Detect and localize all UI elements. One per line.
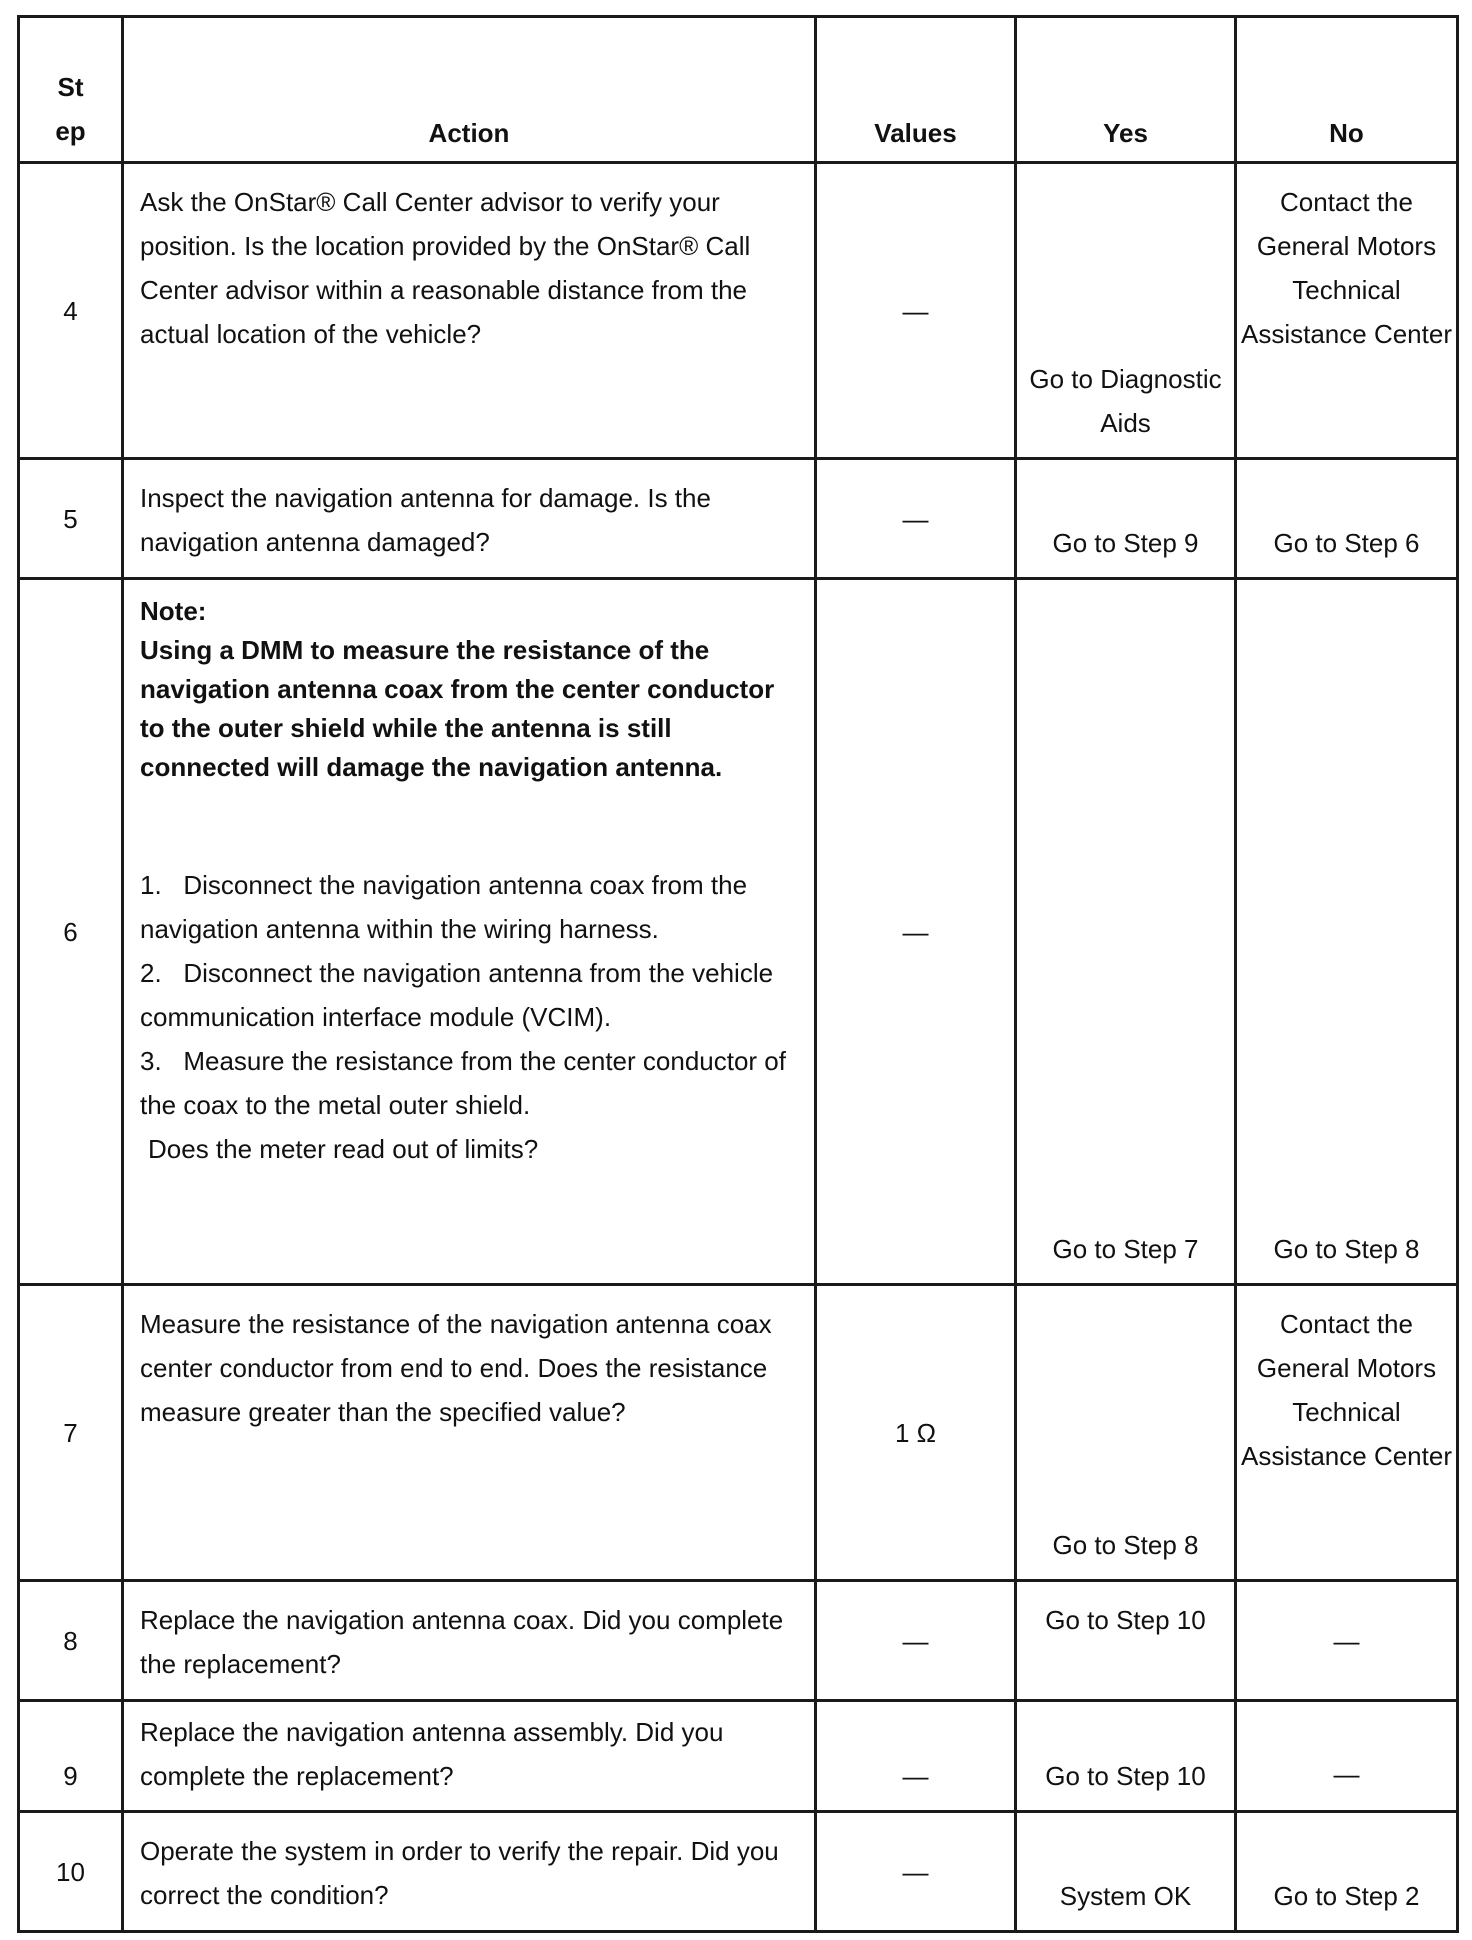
no-cell: — bbox=[1236, 1701, 1458, 1812]
header-yes: Yes bbox=[1016, 17, 1236, 163]
values-cell: — bbox=[816, 1812, 1016, 1932]
no-cell: Contact the General Motors Technical Assistance Center bbox=[1236, 1285, 1458, 1581]
table-row bbox=[19, 1581, 1458, 1701]
action-text: Replace the navigation antenna coax. Did you complete the replacement? bbox=[123, 1581, 816, 1701]
header-values: Values bbox=[816, 17, 1016, 163]
yes-cell: Go to Step 10 bbox=[1016, 1581, 1236, 1701]
no-cell: Go to Step 6 bbox=[1236, 459, 1458, 579]
diagnostic-table bbox=[17, 15, 1459, 1933]
values-cell: — bbox=[816, 459, 1016, 579]
yes-cell: Go to Diagnostic Aids bbox=[1016, 163, 1236, 459]
header-step-line1: St bbox=[57, 72, 84, 102]
table-row bbox=[19, 1285, 1458, 1581]
no-cell: Go to Step 8 bbox=[1236, 579, 1458, 1285]
yes-cell: Go to Step 9 bbox=[1016, 459, 1236, 579]
values-cell: — bbox=[816, 579, 1016, 1285]
list-item: 3. Measure the resistance from the center conductor of the coax to the metal outer shield. bbox=[140, 1046, 794, 1120]
yes-cell: Go to Step 7 bbox=[1016, 579, 1236, 1285]
header-no: No bbox=[1236, 17, 1458, 163]
step-number: 7 bbox=[19, 1285, 123, 1581]
action-text: Inspect the navigation antenna for damage. Is the navigation antenna damaged? bbox=[123, 459, 816, 579]
step-number: 6 bbox=[19, 579, 123, 1285]
header-row bbox=[19, 17, 1458, 163]
no-cell: — bbox=[1236, 1581, 1458, 1701]
step-number: 8 bbox=[19, 1581, 123, 1701]
table-row bbox=[19, 1812, 1458, 1932]
step-number: 4 bbox=[19, 163, 123, 459]
action-text: Operate the system in order to verify the repair. Did you correct the condition? bbox=[123, 1812, 816, 1932]
yes-cell: Go to Step 8 bbox=[1016, 1285, 1236, 1581]
action-text: Replace the navigation antenna assembly. Did you complete the replacement? bbox=[123, 1701, 816, 1812]
step-number: 10 bbox=[19, 1812, 123, 1932]
values-cell: — bbox=[816, 1581, 1016, 1701]
table-row bbox=[19, 579, 1458, 1285]
table-row bbox=[19, 163, 1458, 459]
values-cell: 1 Ω bbox=[816, 1285, 1016, 1581]
list-item: 1. Disconnect the navigation antenna coax from the navigation antenna within the wiring harness. bbox=[140, 870, 755, 944]
no-cell: Contact the General Motors Technical Assistance Center bbox=[1236, 163, 1458, 459]
yes-cell: Go to Step 10 bbox=[1016, 1701, 1236, 1812]
step-number: 9 bbox=[19, 1701, 123, 1812]
yes-cell: System OK bbox=[1016, 1812, 1236, 1932]
note-text: Using a DMM to measure the resistance of the navigation antenna coax from the center conductor to the outer shield while the antenna is still connected will damage the navigation antenna. bbox=[140, 635, 775, 782]
table-row bbox=[19, 459, 1458, 579]
question-text: Does the meter read out of limits? bbox=[148, 1134, 539, 1164]
action-text: Ask the OnStar® Call Center advisor to verify your position. Is the location provided by the OnStar® Call Center advisor within a reasonable distance from the actual location of the vehicle? bbox=[123, 163, 816, 459]
header-action: Action bbox=[123, 17, 816, 163]
action-text: Measure the resistance of the navigation antenna coax center conductor from end to end. Does the resistance measure greater than the specified value? bbox=[123, 1285, 816, 1581]
note-label: Note: bbox=[140, 596, 207, 626]
list-item: 2. Disconnect the navigation antenna from the vehicle communication interface module (VCIM). bbox=[140, 958, 781, 1032]
no-cell: Go to Step 2 bbox=[1236, 1812, 1458, 1932]
values-cell: — bbox=[816, 163, 1016, 459]
spacer bbox=[140, 787, 798, 863]
header-step-line2: ep bbox=[55, 116, 86, 146]
header-step bbox=[19, 17, 123, 163]
step-number: 5 bbox=[19, 459, 123, 579]
action-cell bbox=[123, 579, 816, 1285]
table-row bbox=[19, 1701, 1458, 1812]
values-cell: — bbox=[816, 1701, 1016, 1812]
